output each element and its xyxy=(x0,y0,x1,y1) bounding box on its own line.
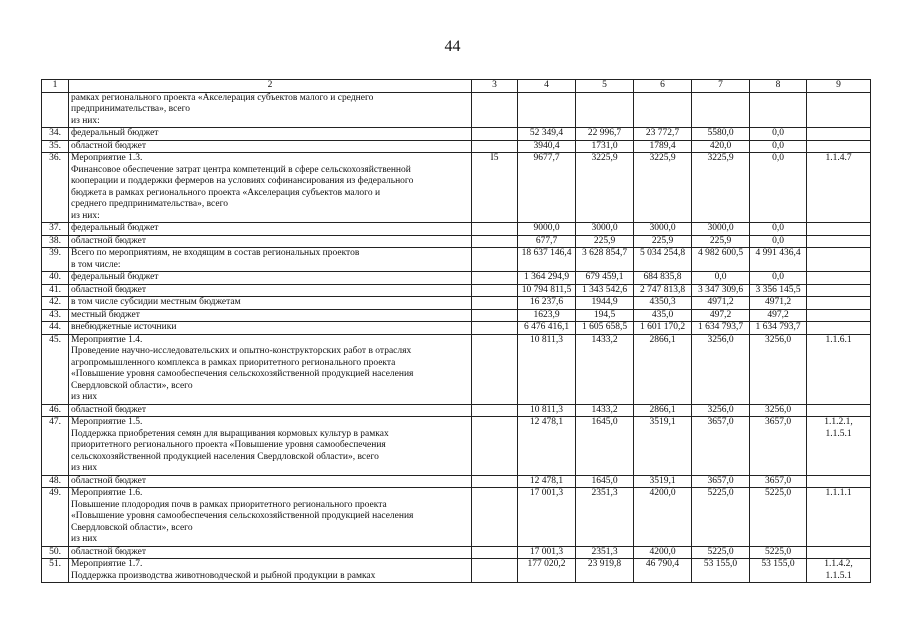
indicator-ref-line: 1.1.1.1 xyxy=(825,488,852,498)
description-line: «Повышение уровня самообеспечения сельскохозяйственной продукцией населения xyxy=(71,369,414,379)
target-indicator-ref xyxy=(807,559,871,583)
amount-cell: 3256,0 xyxy=(692,404,750,417)
amount-cell: 420,0 xyxy=(692,140,750,153)
table-row xyxy=(42,248,871,272)
amount-cell: 4200,0 xyxy=(634,546,692,559)
amount-cell: 3256,0 xyxy=(750,404,807,417)
description-line: предпринимательства», всего xyxy=(71,104,191,114)
amount-cell: 0,0 xyxy=(750,235,807,248)
amount-cell: 679 459,1 xyxy=(576,272,634,285)
row-code xyxy=(472,92,518,128)
table-row xyxy=(42,223,871,236)
amount-cell: 0,0 xyxy=(750,140,807,153)
amount-cell: 9677,7 xyxy=(518,153,576,223)
table-row xyxy=(42,153,871,223)
description-line: рамках регионального проекта «Акселерация субъектов малого и среднего xyxy=(71,92,374,103)
column-header: 1 xyxy=(42,80,69,93)
description-line: из них xyxy=(71,392,98,402)
row-number: 50. xyxy=(42,546,69,559)
amount-cell: 225,9 xyxy=(634,235,692,248)
amount-cell: 177 020,2 xyxy=(518,559,576,583)
target-indicator-ref xyxy=(807,128,871,141)
amount-cell: 4971,2 xyxy=(750,297,807,310)
amount-cell: 4200,0 xyxy=(634,488,692,547)
description-line: Мероприятие 1.7. xyxy=(71,559,143,569)
amount-cell: 677,7 xyxy=(518,235,576,248)
amount-cell: 4350,3 xyxy=(634,297,692,310)
target-indicator-ref xyxy=(807,284,871,297)
amount-cell: 16 237,6 xyxy=(518,297,576,310)
row-code xyxy=(472,272,518,285)
row-description xyxy=(69,223,472,236)
row-code xyxy=(472,322,518,335)
description-line: областной бюджет xyxy=(71,546,147,557)
indicator-ref-line: 1.1.4.7 xyxy=(825,153,852,163)
row-number: 40. xyxy=(42,272,69,285)
description-line: Свердловской области», всего xyxy=(71,380,193,391)
target-indicator-ref xyxy=(807,235,871,248)
amount-cell: 1645,0 xyxy=(576,417,634,476)
target-indicator-ref xyxy=(807,140,871,153)
amount-cell: 0,0 xyxy=(692,272,750,285)
target-indicator-ref xyxy=(807,272,871,285)
table-row xyxy=(42,488,871,547)
description-line: сельскохозяйственной продукцией населения Свердловской области», всего xyxy=(71,451,379,462)
amount-cell xyxy=(518,92,576,128)
amount-cell: 225,9 xyxy=(576,235,634,248)
target-indicator-ref xyxy=(807,248,871,272)
description-line: среднего предпринимательства», всего xyxy=(71,199,229,209)
row-number: 35. xyxy=(42,140,69,153)
amount-cell: 497,2 xyxy=(750,309,807,322)
column-header: 7 xyxy=(692,80,750,93)
table-row xyxy=(42,546,871,559)
row-description xyxy=(69,153,472,223)
description-line: областной бюджет xyxy=(71,404,147,415)
table-header-row xyxy=(42,80,871,93)
amount-cell: 3657,0 xyxy=(750,475,807,488)
description-line: Свердловской области», всего xyxy=(71,522,193,533)
amount-cell: 3519,1 xyxy=(634,417,692,476)
amount-cell: 53 155,0 xyxy=(692,559,750,583)
row-code xyxy=(472,417,518,476)
indicator-ref-line: 1.1.6.1 xyxy=(825,334,852,345)
row-number: 45. xyxy=(42,334,69,404)
amount-cell: 1 601 170,2 xyxy=(634,322,692,335)
description-line: областной бюджет xyxy=(71,475,147,486)
amount-cell: 3940,4 xyxy=(518,140,576,153)
amount-cell: 1789,4 xyxy=(634,140,692,153)
table-row xyxy=(42,475,871,488)
amount-cell: 225,9 xyxy=(692,235,750,248)
amount-cell: 3000,0 xyxy=(634,223,692,236)
row-number: 44. xyxy=(42,322,69,335)
description-line: бюджета в рамках регионального проекта «Акселерация субъектов малого и xyxy=(71,187,381,198)
row-description xyxy=(69,248,472,272)
row-code xyxy=(472,284,518,297)
column-header: 9 xyxy=(807,80,871,93)
row-number: 48. xyxy=(42,475,69,488)
amount-cell: 1731,0 xyxy=(576,140,634,153)
description-line: Финансовое обеспечение затрат центра компетенций в сфере сельскохозяйственной xyxy=(71,164,411,175)
table-row xyxy=(42,140,871,153)
amount-cell: 23 772,7 xyxy=(634,128,692,141)
description-line: из них: xyxy=(71,210,100,221)
target-indicator-ref xyxy=(807,475,871,488)
row-description xyxy=(69,404,472,417)
target-indicator-ref xyxy=(807,297,871,310)
row-description xyxy=(69,235,472,248)
amount-cell: 1433,2 xyxy=(576,334,634,404)
description-line: в том числе: xyxy=(71,259,121,270)
amount-cell xyxy=(634,92,692,128)
amount-cell: 5 034 254,8 xyxy=(634,248,692,272)
amount-cell: 10 811,3 xyxy=(518,334,576,404)
row-code: I5 xyxy=(472,153,518,223)
description-line: Мероприятие 1.5. xyxy=(71,417,143,427)
column-header: 5 xyxy=(576,80,634,93)
row-description xyxy=(69,559,472,583)
amount-cell: 2866,1 xyxy=(634,334,692,404)
amount-cell: 12 478,1 xyxy=(518,475,576,488)
table-row xyxy=(42,128,871,141)
row-number: 46. xyxy=(42,404,69,417)
description-line: Мероприятие 1.3. xyxy=(71,153,143,163)
amount-cell: 3657,0 xyxy=(692,417,750,476)
description-line: внебюджетные источники xyxy=(71,322,177,332)
description-line: федеральный бюджет xyxy=(71,223,159,233)
row-code xyxy=(472,559,518,583)
target-indicator-ref xyxy=(807,309,871,322)
amount-cell: 2351,3 xyxy=(576,488,634,547)
column-header: 4 xyxy=(518,80,576,93)
row-number: 43. xyxy=(42,309,69,322)
description-line: «Повышение уровня самообеспечения сельскохозяйственной продукцией населения xyxy=(71,511,414,521)
target-indicator-ref xyxy=(807,334,871,404)
amount-cell: 0,0 xyxy=(750,153,807,223)
table-row xyxy=(42,334,871,404)
amount-cell: 53 155,0 xyxy=(750,559,807,583)
description-line: из них: xyxy=(71,115,100,126)
description-line: Мероприятие 1.4. xyxy=(71,334,143,345)
description-line: областной бюджет xyxy=(71,235,147,246)
amount-cell: 497,2 xyxy=(692,309,750,322)
amount-cell: 46 790,4 xyxy=(634,559,692,583)
target-indicator-ref xyxy=(807,92,871,128)
amount-cell: 10 811,3 xyxy=(518,404,576,417)
amount-cell: 1944,9 xyxy=(576,297,634,310)
description-line: Всего по мероприятиям, не входящим в состав региональных проектов xyxy=(71,248,360,258)
row-description xyxy=(69,322,472,335)
amount-cell: 3225,9 xyxy=(576,153,634,223)
amount-cell: 2 747 813,8 xyxy=(634,284,692,297)
table-row xyxy=(42,284,871,297)
amount-cell: 5225,0 xyxy=(692,488,750,547)
row-description xyxy=(69,475,472,488)
amount-cell: 684 835,8 xyxy=(634,272,692,285)
row-code xyxy=(472,248,518,272)
amount-cell xyxy=(576,92,634,128)
column-header: 2 xyxy=(69,80,472,93)
row-number: 37. xyxy=(42,223,69,236)
row-code xyxy=(472,140,518,153)
amount-cell: 18 637 146,4 xyxy=(518,248,576,272)
table-row xyxy=(42,92,871,128)
amount-cell: 3657,0 xyxy=(750,417,807,476)
table-row xyxy=(42,322,871,335)
row-description xyxy=(69,128,472,141)
table-row xyxy=(42,272,871,285)
amount-cell: 3 628 854,7 xyxy=(576,248,634,272)
amount-cell: 1645,0 xyxy=(576,475,634,488)
row-description xyxy=(69,417,472,476)
amount-cell: 3225,9 xyxy=(692,153,750,223)
indicator-ref-line: 1.1.5.1 xyxy=(825,570,852,581)
amount-cell: 3657,0 xyxy=(692,475,750,488)
target-indicator-ref xyxy=(807,546,871,559)
amount-cell: 5225,0 xyxy=(750,488,807,547)
row-description xyxy=(69,284,472,297)
amount-cell: 1623,9 xyxy=(518,309,576,322)
amount-cell: 0,0 xyxy=(750,128,807,141)
description-line: местный бюджет xyxy=(71,309,140,320)
amount-cell: 5580,0 xyxy=(692,128,750,141)
row-number: 34. xyxy=(42,128,69,141)
description-line: федеральный бюджет xyxy=(71,272,159,282)
row-code xyxy=(472,475,518,488)
target-indicator-ref xyxy=(807,223,871,236)
row-number: 49. xyxy=(42,488,69,547)
amount-cell: 1 605 658,5 xyxy=(576,322,634,335)
description-line: агропромышленного комплекса в рамках приоритетного регионального проекта xyxy=(71,357,396,368)
description-line: областной бюджет xyxy=(71,284,147,295)
table-row xyxy=(42,309,871,322)
description-line: областной бюджет xyxy=(71,140,147,151)
amount-cell: 22 996,7 xyxy=(576,128,634,141)
indicator-ref-line: 1.1.2.1, xyxy=(824,417,853,427)
description-line: Мероприятие 1.6. xyxy=(71,488,143,498)
row-description xyxy=(69,488,472,547)
table-row xyxy=(42,297,871,310)
row-number: 36. xyxy=(42,153,69,223)
description-line: Повышение плодородия почв в рамках приоритетного регионального проекта xyxy=(71,499,387,510)
amount-cell: 1 364 294,9 xyxy=(518,272,576,285)
column-header: 3 xyxy=(472,80,518,93)
description-line: приоритетного регионального проекта «Повышение уровня самообеспечения xyxy=(71,440,386,450)
amount-cell: 3 356 145,5 xyxy=(750,284,807,297)
row-description xyxy=(69,309,472,322)
row-number: 42. xyxy=(42,297,69,310)
amount-cell: 23 919,8 xyxy=(576,559,634,583)
indicator-ref-line: 1.1.5.1 xyxy=(825,428,852,439)
amount-cell: 1 634 793,7 xyxy=(692,322,750,335)
amount-cell: 52 349,4 xyxy=(518,128,576,141)
table-row xyxy=(42,559,871,583)
amount-cell: 1433,2 xyxy=(576,404,634,417)
amount-cell: 3256,0 xyxy=(692,334,750,404)
row-code xyxy=(472,128,518,141)
amount-cell: 3000,0 xyxy=(576,223,634,236)
description-line: в том числе субсидии местным бюджетам xyxy=(71,297,241,307)
amount-cell: 12 478,1 xyxy=(518,417,576,476)
description-line: из них xyxy=(71,534,98,544)
amount-cell: 2351,3 xyxy=(576,546,634,559)
row-number: 38. xyxy=(42,235,69,248)
row-description xyxy=(69,297,472,310)
amount-cell: 9000,0 xyxy=(518,223,576,236)
column-header: 6 xyxy=(634,80,692,93)
description-line: из них xyxy=(71,463,98,473)
amount-cell: 1 634 793,7 xyxy=(750,322,807,335)
target-indicator-ref xyxy=(807,404,871,417)
amount-cell xyxy=(750,92,807,128)
row-code xyxy=(472,546,518,559)
row-number: 51. xyxy=(42,559,69,583)
table-row xyxy=(42,235,871,248)
amount-cell: 4 982 600,5 xyxy=(692,248,750,272)
row-description xyxy=(69,272,472,285)
amount-cell: 17 001,3 xyxy=(518,546,576,559)
amount-cell: 435,0 xyxy=(634,309,692,322)
description-line: кооперации и поддержки фермеров на условиях софинансирования из федерального xyxy=(71,176,414,186)
amount-cell: 4 991 436,4 xyxy=(750,248,807,272)
amount-cell: 5225,0 xyxy=(750,546,807,559)
row-code xyxy=(472,404,518,417)
amount-cell: 3225,9 xyxy=(634,153,692,223)
row-description xyxy=(69,546,472,559)
row-code xyxy=(472,297,518,310)
amount-cell: 0,0 xyxy=(750,272,807,285)
column-header: 8 xyxy=(750,80,807,93)
amount-cell: 5225,0 xyxy=(692,546,750,559)
row-number xyxy=(42,92,69,128)
description-line: Поддержка производства животноводческой и рыбной продукции в рамках xyxy=(71,570,376,581)
target-indicator-ref xyxy=(807,417,871,476)
row-description xyxy=(69,334,472,404)
amount-cell: 10 794 811,5 xyxy=(518,284,576,297)
amount-cell: 6 476 416,1 xyxy=(518,322,576,335)
row-description xyxy=(69,92,472,128)
amount-cell: 194,5 xyxy=(576,309,634,322)
row-code xyxy=(472,223,518,236)
row-number: 39. xyxy=(42,248,69,272)
row-number: 41. xyxy=(42,284,69,297)
amount-cell: 4971,2 xyxy=(692,297,750,310)
amount-cell: 3 347 309,6 xyxy=(692,284,750,297)
row-number: 47. xyxy=(42,417,69,476)
table-row xyxy=(42,417,871,476)
target-indicator-ref xyxy=(807,153,871,223)
indicator-ref-line: 1.1.4.2, xyxy=(824,559,853,569)
amount-cell xyxy=(692,92,750,128)
amount-cell: 3000,0 xyxy=(692,223,750,236)
target-indicator-ref xyxy=(807,488,871,547)
row-code xyxy=(472,334,518,404)
amount-cell: 3256,0 xyxy=(750,334,807,404)
row-code xyxy=(472,309,518,322)
amount-cell: 1 343 542,6 xyxy=(576,284,634,297)
description-line: федеральный бюджет xyxy=(71,128,159,138)
target-indicator-ref xyxy=(807,322,871,335)
amount-cell: 3519,1 xyxy=(634,475,692,488)
amount-cell: 0,0 xyxy=(750,223,807,236)
description-line: Проведение научно-исследовательских и опытно-конструкторских работ в отраслях xyxy=(71,346,412,356)
table-row xyxy=(42,404,871,417)
amount-cell: 2866,1 xyxy=(634,404,692,417)
description-line: Поддержка приобретения семян для выращивания кормовых культур в рамках xyxy=(71,428,389,439)
budget-table xyxy=(41,79,871,583)
row-code xyxy=(472,488,518,547)
amount-cell: 17 001,3 xyxy=(518,488,576,547)
row-description xyxy=(69,140,472,153)
row-code xyxy=(472,235,518,248)
page-number: 44 xyxy=(444,38,461,55)
